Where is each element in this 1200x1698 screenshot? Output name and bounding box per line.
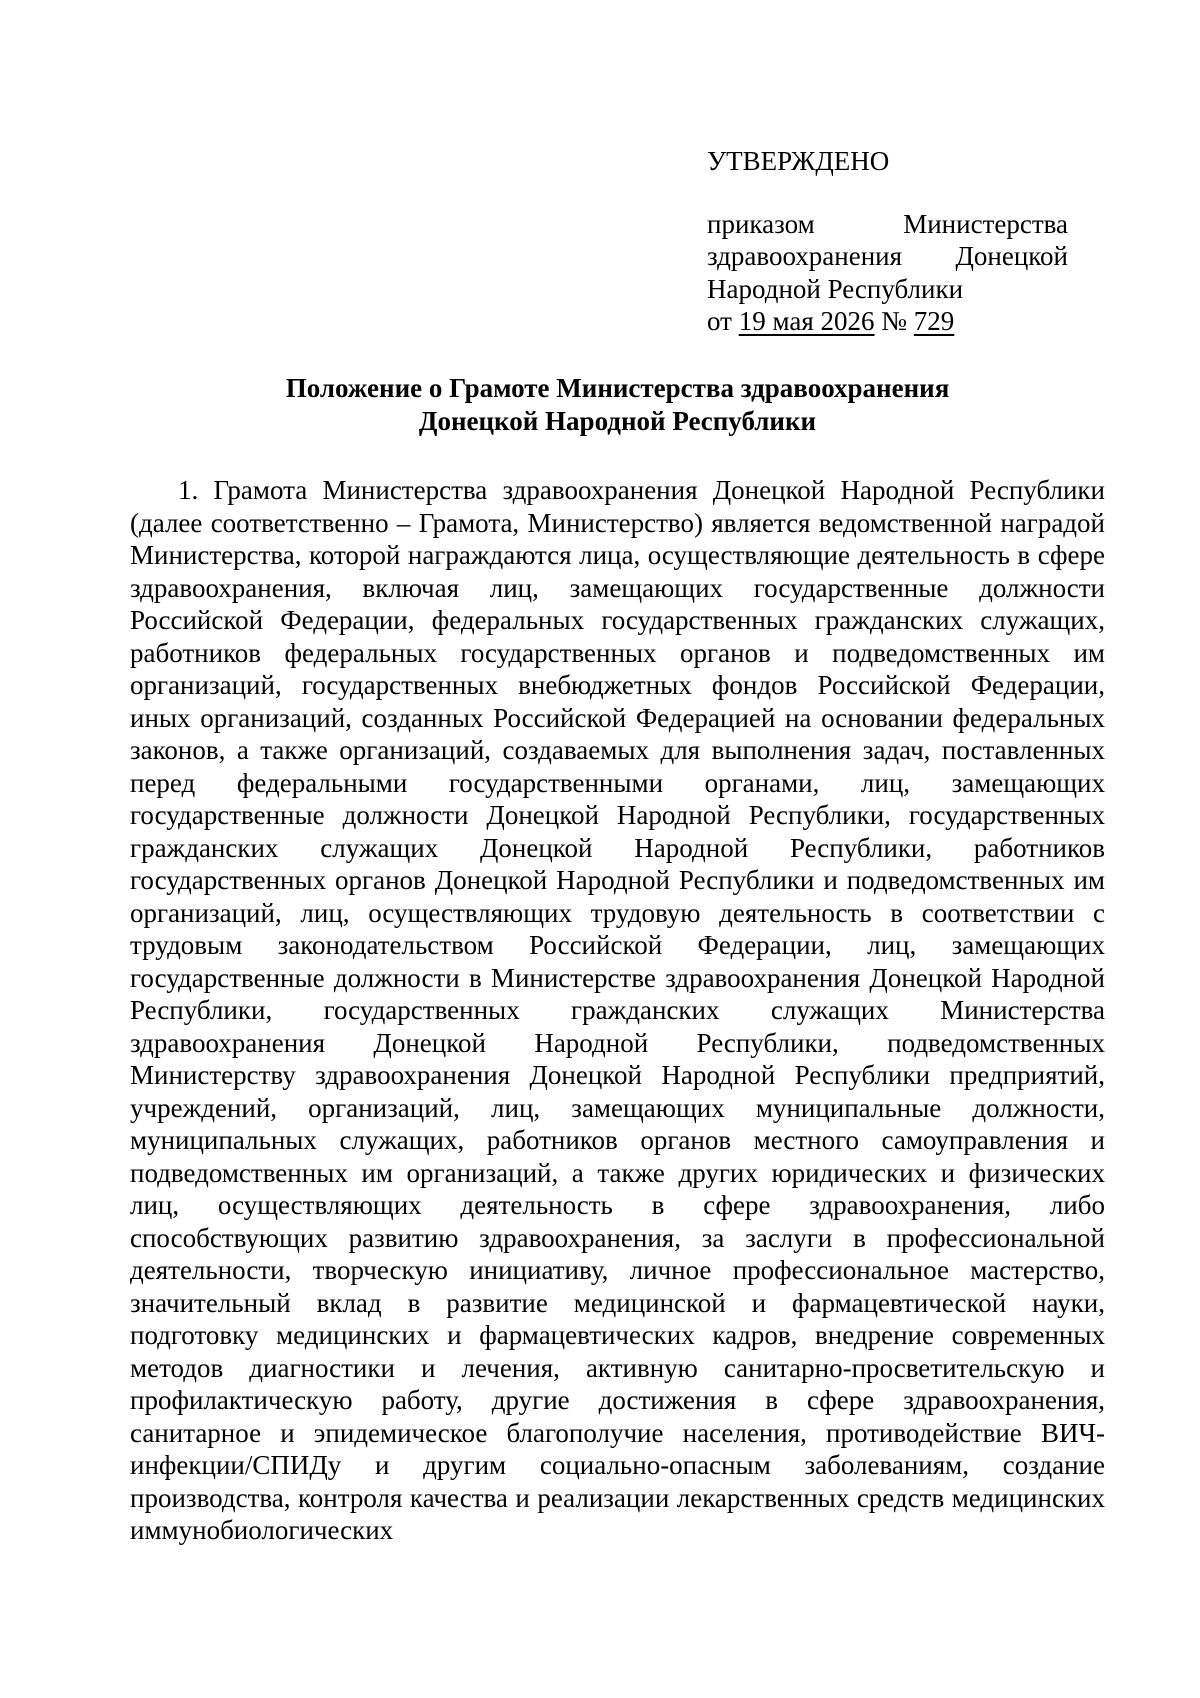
order-date-line	[707, 305, 1068, 338]
paragraph-1: 1. Грамота Министерства здравоохранения Донецкой Народной Республики (далее соответственно – Грамота, Министерство) является ведомственной наградой Министерства, которой награждаются лица, осуществляющие деятельность в сфере здравоохранения, включая лиц, замещающих государственные должности Российской Федерации, федеральных государственных гражданских служащих, работников федеральных государственных органов и подведомственных им организаций, государственных внебюджетных фондов Российской Федерации, иных организаций, созданных Российской Федерацией на основании федеральных законов, а также организаций, создаваемых для выполнения задач, поставленных перед федеральными государственными органами, лиц, замещающих государственные должности Донецкой Народной Республики, государственных гражданских служащих Донецкой Народной Республики, работников государственных органов Донецкой Народной Республики и подведомственных им организаций, лиц, осуществляющих трудовую деятельность в соответствии с трудовым законодательством Российской Федерации, лиц, замещающих государственные должности в Министерстве здравоохранения Донецкой Народной Республики, государственных гражданских служащих Министерства здравоохранения Донецкой Народной Республики, подведомственных Министерству здравоохранения Донецкой Народной Республики предприятий, учреждений, организаций, лиц, замещающих муниципальные должности, муниципальных служащих, работников органов местного самоуправления и подведомственных им организаций, а также других юридических и физических лиц, осуществляющих деятельность в сфере здравоохранения, либо способствующих развитию здравоохранения, за заслуги в профессиональной деятельности, творческую инициативу, личное профессиональное мастерство, значительный вклад в развитие медицинской и фармацевтической науки, подготовку медицинских и фармацевтических кадров, внедрение современных методов диагностики и лечения, активную санитарно-просветительскую и профилактическую работу, другие достижения в сфере здравоохранения, санитарное и эпидемическое благополучие населения, противодействие ВИЧ-инфекции/СПИДу и другим социально-опасным заболеваниям, создание производства, контроля качества и реализации лекарственных средств медицинских иммунобиологических	[130, 475, 1105, 1545]
order-number: 729	[913, 306, 955, 336]
order-issuer-text: приказом Министерства здравоохранения Донецкой Народной Республики	[707, 208, 1068, 304]
title-line-1: Положение о Грамоте Министерства здравоохранения	[285, 373, 950, 403]
title-line-2: Донецкой Народной Республики	[418, 405, 817, 436]
document-title	[130, 372, 1105, 437]
date-prefix: от	[707, 306, 732, 336]
approval-block	[707, 145, 1068, 338]
approved-label: УТВЕРЖДЕНО	[707, 146, 890, 176]
number-prefix: №	[881, 306, 908, 336]
order-date: 19 мая 2026	[738, 306, 875, 336]
